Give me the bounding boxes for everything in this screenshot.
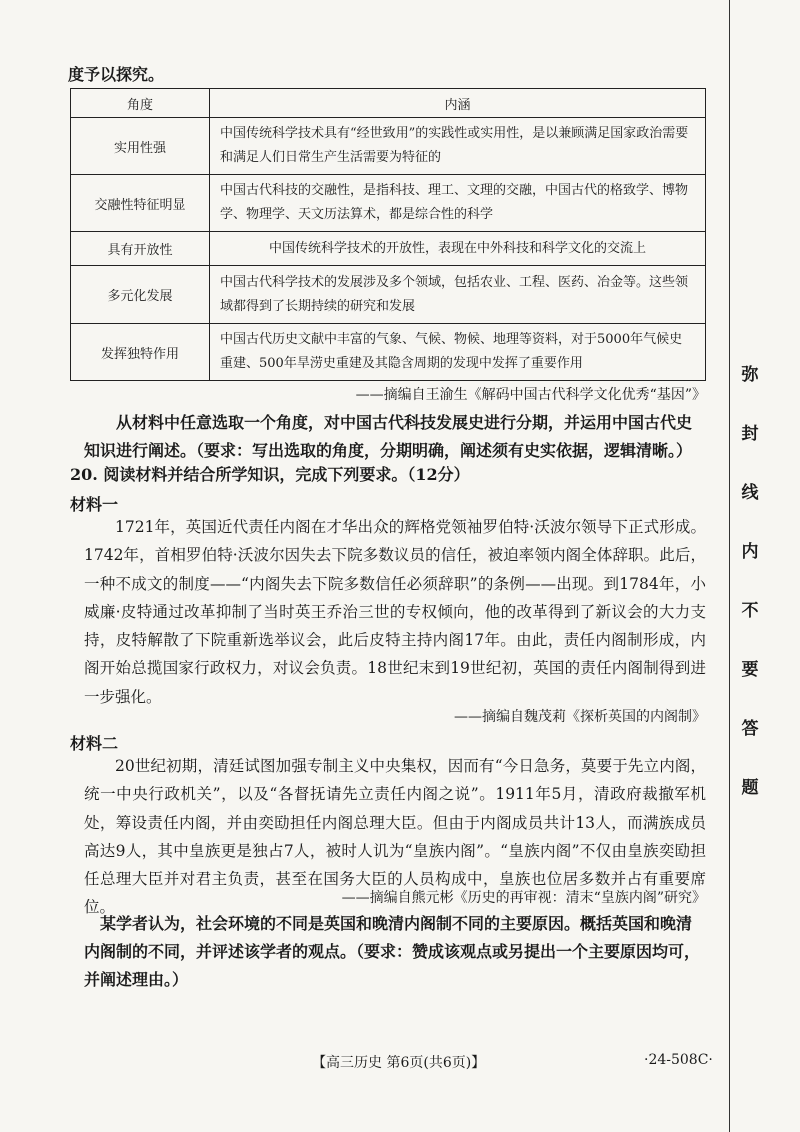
q20-heading: 20. 阅读材料并结合所学知识，完成下列要求。（12分） xyxy=(70,465,470,484)
material-2-source: ——摘编自熊元彬《历史的再审视：清末“皇族内阁”研究》 xyxy=(341,890,706,906)
footer-exam-code: ·24-508C· xyxy=(644,1052,713,1068)
binding-line xyxy=(729,0,730,1132)
binding-char: 弥 xyxy=(741,365,759,385)
material-1-label: 材料一 xyxy=(70,495,119,514)
binding-char: 不 xyxy=(741,601,759,621)
row-angle: 交融性特征明显 xyxy=(71,175,210,232)
row-content: 中国古代科技的交融性，是指科技、理工、文理的交融，中国古代的格致学、博物学、物理学、天文历法算术，都是综合性的科学 xyxy=(210,175,706,232)
row-content: 中国传统科学技术的开放性，表现在中外科技和科学文化的交流上 xyxy=(210,232,706,266)
intro-text: 度予以探究。 xyxy=(68,65,165,84)
table-row xyxy=(71,175,706,232)
row-content: 中国古代科学技术的发展涉及多个领域，包括农业、工程、医药、冶金等。这些领域都得到了长期持续的研究和发展 xyxy=(210,266,706,324)
binding-char: 题 xyxy=(741,778,759,798)
row-angle: 发挥独特作用 xyxy=(71,324,210,381)
binding-char: 要 xyxy=(741,660,759,680)
table-row xyxy=(71,118,706,175)
binding-char: 内 xyxy=(741,542,759,562)
binding-char: 封 xyxy=(741,424,759,444)
material-1-text: 1721年，英国近代责任内阁在才华出众的辉格党领袖罗伯特·沃波尔领导下正式形成。1742年，首相罗伯特·沃波尔因失去下院多数议员的信任，被迫率领内阁全体辞职。此后，一种不成文的制度——“内阁失去下院多数信任必须辞职”的条例——出现。到1784年，小威廉·皮特通过改革抑制了当时英王乔治三世的专权倾向，他的改革得到了新议会的大力支持，皮特解散了下院重新选举议会，此后皮特主持内阁17年。由此，责任内阁制形成，内阁开始总揽国家行政权力，对议会负责。18世纪末到19世纪初，英国的责任内阁制得到进一步强化。 xyxy=(84,518,706,706)
binding-char: 答 xyxy=(741,719,759,739)
material-2-label: 材料二 xyxy=(70,734,119,753)
row-angle: 具有开放性 xyxy=(71,232,210,266)
material-1-source: ——摘编自魏茂莉《探析英国的内阁制》 xyxy=(454,709,706,725)
row-content: 中国古代历史文献中丰富的气象、气候、物候、地理等资料，对于5000年气候史重建、500年旱涝史重建及其隐含周期的发现中发挥了重要作用 xyxy=(210,324,706,381)
table-header-row xyxy=(71,89,706,118)
q19-prompt: 从材料中任意选取一个角度，对中国古代科技发展史进行分期，并运用中国古代史知识进行阐述。（要求：写出选取的角度，分期明确，阐述须有史实依据，逻辑清晰。） xyxy=(84,413,693,460)
material-2-text: 20世纪初期，清廷试图加强专制主义中央集权，因而有“今日急务，莫要于先立内阁，统一中央行政机关”，以及“各督抚请先立责任内阁之说”。1911年5月，清政府裁撤军机处，筹设责任内阁，并由奕劻担任内阁总理大臣。但由于内阁成员共计13人，而满族成员高达9人，其中皇族更是独占7人，被时人讥为“皇族内阁”。“皇族内阁”不仅由皇族奕劻担任总理大臣并对君主负责，甚至在国务大臣的人员构成中，皇族也位居多数并占有重要席位。 xyxy=(84,757,706,917)
table-row xyxy=(71,266,706,324)
footer-page-info: 【高三历史 第6页(共6页)】 xyxy=(312,1055,486,1071)
binding-char: 线 xyxy=(741,483,759,503)
table-row xyxy=(71,324,706,381)
binding-warning xyxy=(735,360,765,832)
row-angle: 多元化发展 xyxy=(71,266,210,324)
header-content: 内涵 xyxy=(210,89,706,118)
row-angle: 实用性强 xyxy=(71,118,210,175)
aspect-table xyxy=(70,88,706,381)
table-row xyxy=(71,232,706,266)
header-angle: 角度 xyxy=(71,89,210,118)
q20-question: 某学者认为，社会环境的不同是英国和晚清内阁制不同的主要原因。概括英国和晚清内阁制的不同，并评述该学者的观点。（要求：赞成该观点或另提出一个主要原因均可，并阐述理由。） xyxy=(84,914,701,989)
row-content: 中国传统科学技术具有“经世致用”的实践性或实用性，是以兼顾满足国家政治需要和满足人们日常生产生活需要为特征的 xyxy=(210,118,706,175)
table-source: ——摘编自王渝生《解码中国古代科学文化优秀“基因”》 xyxy=(355,387,706,403)
